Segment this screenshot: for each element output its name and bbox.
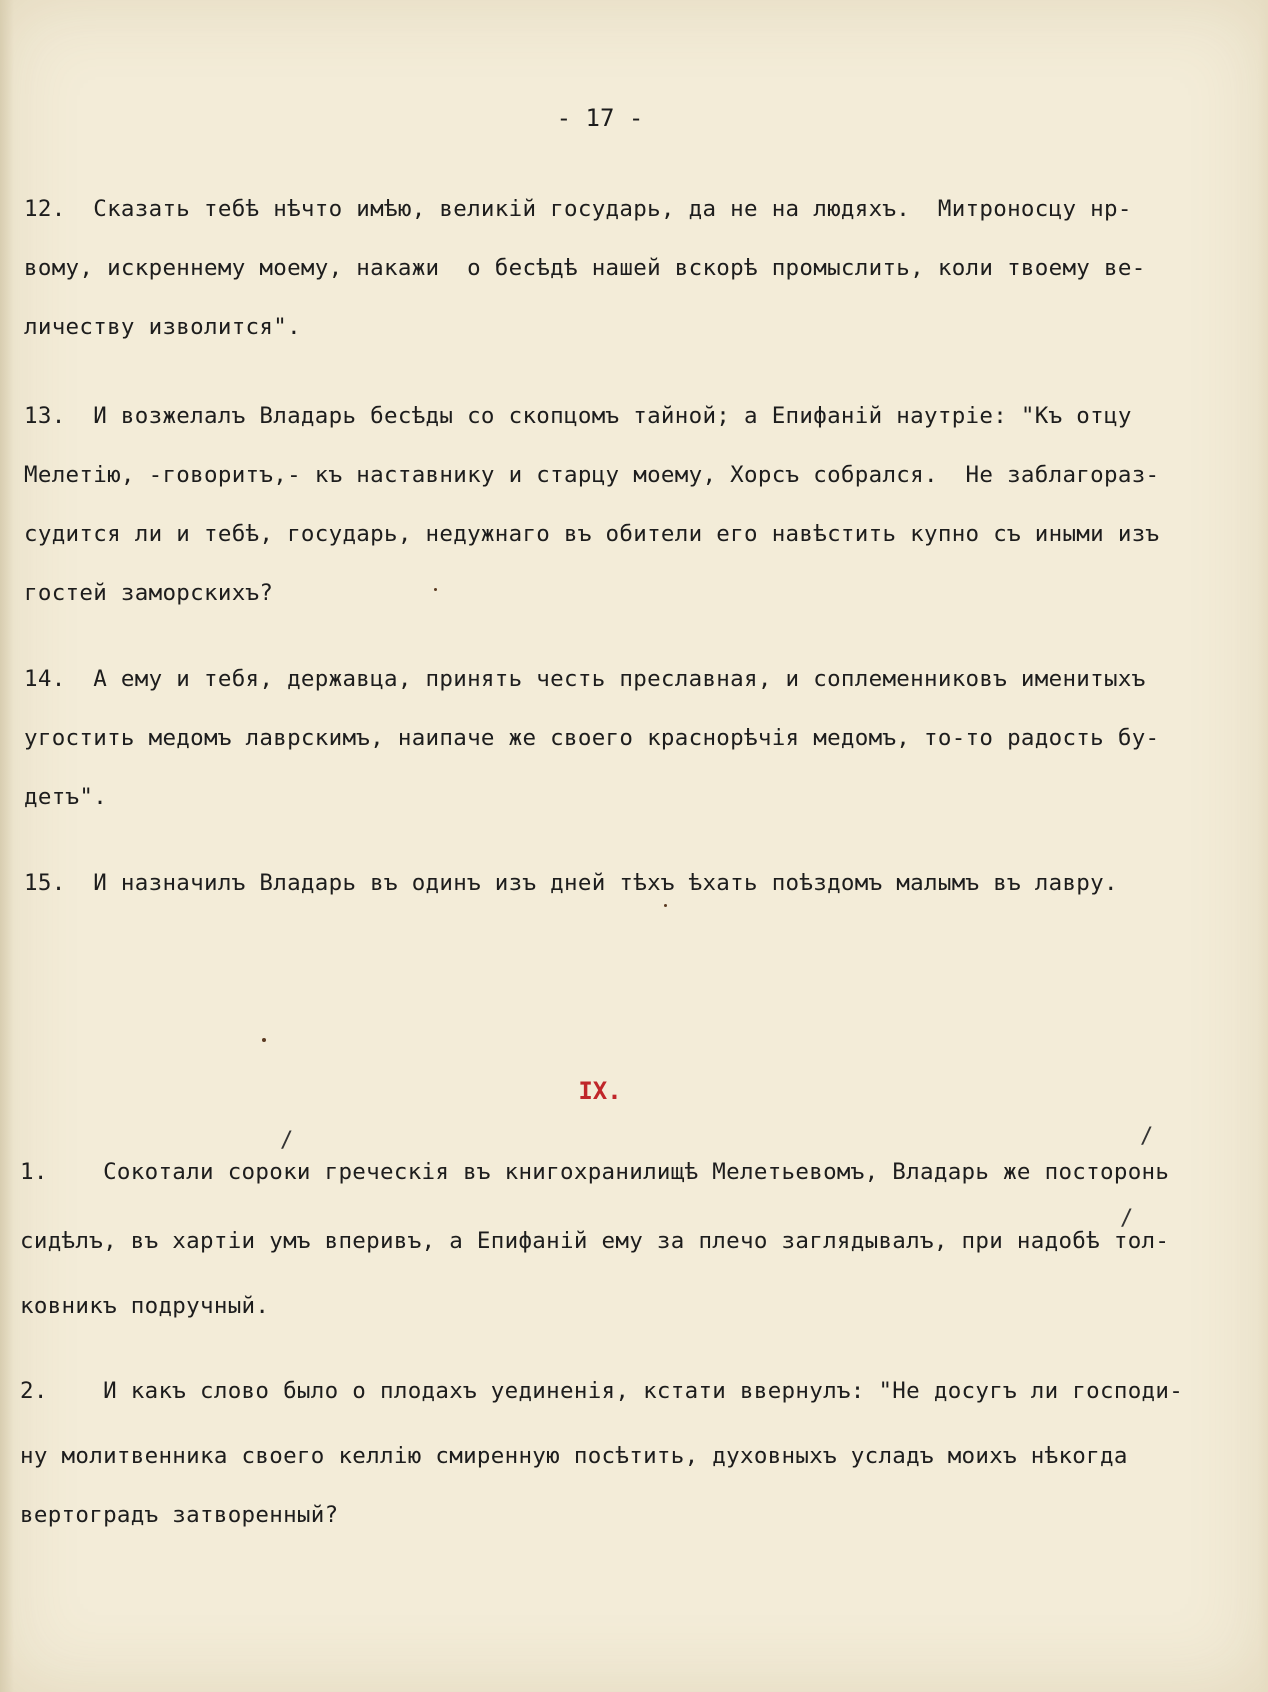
pencil-tick-mark: /	[280, 1128, 294, 1153]
paragraph-13-line-1: 13. И возжелалъ Владарь бесѣды со скопцомъ тайной; а Епифанiй наутрiе: "Къ отцу	[24, 403, 1132, 429]
section-title: IX.	[578, 1077, 622, 1105]
paragraph-12-line-1: 12. Сказать тебѣ нѣчто имѣю, великiй государь, да не на людяхъ. Митроносцу нр-	[24, 196, 1132, 222]
ink-speck	[434, 588, 437, 591]
pencil-tick-mark: /	[1140, 1124, 1154, 1149]
page-right-edge	[1258, 0, 1268, 1692]
section-paragraph-1-line-2: сидѣлъ, въ хартiи умъ вперивъ, а Епифанiй ему за плечо заглядывалъ, при надобѣ тол-	[20, 1228, 1170, 1254]
pencil-tick-mark: /	[1120, 1206, 1134, 1231]
paragraph-13-line-4: гостей заморскихъ?	[24, 580, 274, 606]
section-paragraph-2-line-2: ну молитвенника своего келлiю смиренную посѣтить, духовныхъ усладъ моихъ нѣкогда	[20, 1443, 1128, 1469]
section-paragraph-1-line-3: ковникъ подручный.	[20, 1293, 270, 1319]
section-paragraph-2-line-3: вертоградъ затворенный?	[20, 1502, 339, 1528]
paragraph-12-line-2: вому, искреннему моему, накажи о бесѣдѣ нашей вскорѣ промыслить, коли твоему ве-	[24, 255, 1146, 281]
paragraph-14-line-2: угостить медомъ лаврскимъ, наипаче же своего краснорѣчiя медомъ, то-то радость бу-	[24, 725, 1160, 751]
page-number: - 17 -	[556, 104, 644, 132]
paragraph-12-line-3: личеству изволится".	[24, 314, 301, 340]
paragraph-14-line-1: 14. А ему и тебя, державца, принять честь преславная, и соплеменниковъ именитыхъ	[24, 666, 1146, 692]
ink-speck	[262, 1038, 266, 1042]
section-paragraph-1-line-1: 1. Сокотали сороки греческiя въ книгохранилищѣ Мелетьевомъ, Владарь же посторонь	[20, 1159, 1170, 1185]
paragraph-13-line-3: судится ли и тебѣ, государь, недужнаго въ обители его навѣстить купно съ иными изъ	[24, 521, 1160, 547]
paragraph-15-line-1: 15. И назначилъ Владарь въ одинъ изъ дней тѣхъ ѣхать поѣздомъ малымъ въ лавру.	[24, 870, 1118, 896]
paragraph-13-line-2: Мелетiю, -говоритъ,- къ наставнику и старцу моему, Хорсъ собрался. Не заблагораз-	[24, 462, 1160, 488]
section-paragraph-2-line-1: 2. И какъ слово было о плодахъ уединенiя, кстати ввернулъ: "Не досугъ ли господи-	[20, 1378, 1184, 1404]
ink-speck	[664, 904, 667, 907]
paragraph-14-line-3: детъ".	[24, 784, 108, 810]
page-left-edge	[0, 0, 14, 1692]
